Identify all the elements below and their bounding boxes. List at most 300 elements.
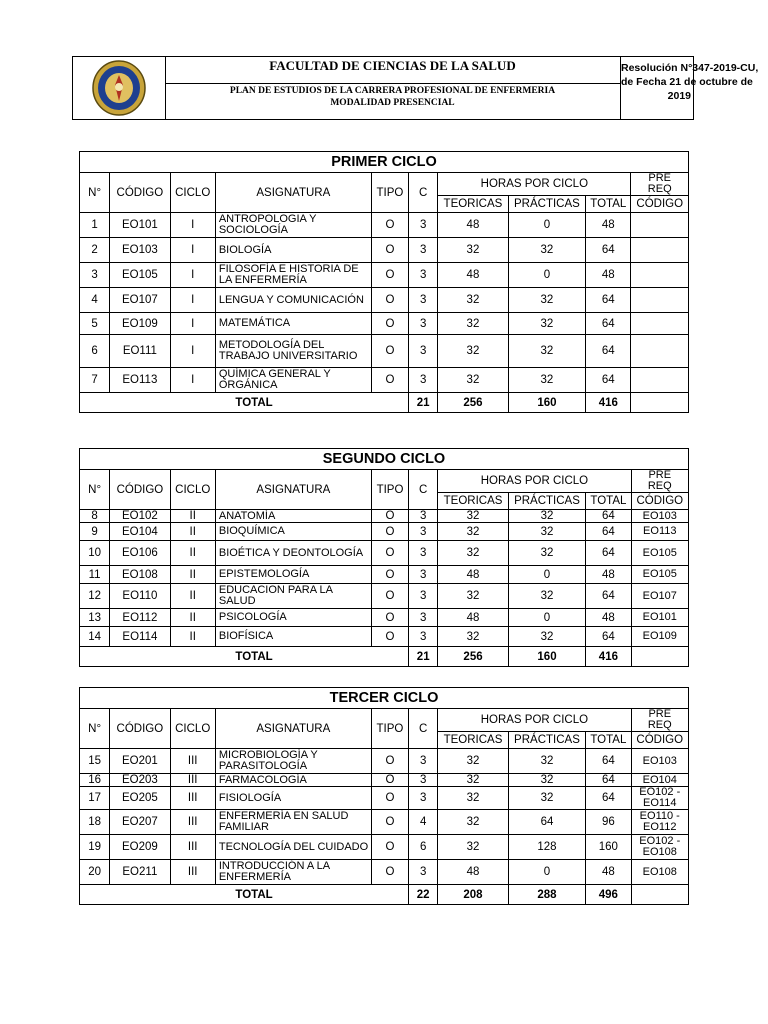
course-cycle: II: [170, 609, 215, 627]
course-cycle: II: [170, 566, 215, 584]
course-credits: 3: [409, 523, 438, 541]
course-name: ENFERMERÍA EN SALUD FAMILIAR: [215, 810, 371, 835]
total-total-hours: 416: [586, 393, 631, 413]
course-practice-hours: 32: [508, 335, 585, 368]
course-row: [80, 810, 689, 835]
course-type: O: [371, 749, 408, 774]
col-asignatura: ASIGNATURA: [215, 470, 371, 510]
course-credits: 3: [409, 774, 438, 787]
total-label: TOTAL: [80, 393, 409, 413]
col-total: TOTAL: [586, 732, 631, 749]
course-theory-hours: 32: [438, 288, 508, 313]
course-number: 12: [80, 584, 110, 609]
course-code: EO110: [110, 584, 170, 609]
header-row: [80, 173, 689, 196]
course-credits: 3: [409, 609, 438, 627]
course-practice-hours: 32: [508, 541, 586, 566]
course-credits: 3: [409, 510, 438, 523]
total-row: [80, 647, 689, 667]
course-row: [80, 566, 689, 584]
course-total-hours: 64: [586, 749, 631, 774]
course-type: O: [371, 368, 408, 393]
col-prereq-codigo: CÓDIGO: [631, 732, 689, 749]
total-empty-cell: [631, 885, 689, 905]
course-row: [80, 787, 689, 810]
total-theory-hours: 208: [438, 885, 508, 905]
course-total-hours: 64: [586, 335, 631, 368]
course-code: EO205: [110, 787, 170, 810]
cycle-title: PRIMER CICLO: [80, 152, 689, 173]
course-number: 10: [80, 541, 110, 566]
course-credits: 3: [409, 238, 438, 263]
course-number: 15: [80, 749, 110, 774]
faculty-title: FACULTAD DE CIENCIAS DE LA SALUD: [165, 57, 620, 84]
header-row: [80, 470, 689, 493]
course-cycle: III: [170, 810, 215, 835]
course-code: EO112: [110, 609, 170, 627]
course-theory-hours: 32: [438, 627, 508, 647]
course-type: O: [371, 213, 408, 238]
course-cycle: II: [170, 541, 215, 566]
course-number: 11: [80, 566, 110, 584]
course-code: EO102: [110, 510, 170, 523]
course-number: 9: [80, 523, 110, 541]
course-row: [80, 313, 689, 335]
course-number: 17: [80, 787, 110, 810]
course-prerequisite: EO107: [631, 584, 688, 609]
course-total-hours: 64: [586, 368, 631, 393]
course-cycle: III: [170, 835, 215, 860]
plan-title: [165, 85, 620, 109]
total-practice-hours: 160: [508, 647, 586, 667]
course-code: EO108: [110, 566, 170, 584]
col-teoricas: TEORICAS: [438, 732, 508, 749]
course-cycle: II: [170, 627, 215, 647]
course-credits: 3: [409, 584, 438, 609]
course-name: FARMACOLOGÍA: [215, 774, 371, 787]
course-code: EO114: [110, 627, 170, 647]
col-asignatura: ASIGNATURA: [215, 173, 371, 213]
course-prerequisite: EO113: [631, 523, 688, 541]
course-name: BIOLOGÍA: [215, 238, 371, 263]
plan-line-2: MODALIDAD PRESENCIAL: [330, 98, 455, 108]
logo-cell: [73, 57, 166, 119]
course-row: [80, 213, 689, 238]
col-practicas: PRÁCTICAS: [508, 196, 585, 213]
col-tipo: TIPO: [371, 470, 408, 510]
total-total-hours: 496: [586, 885, 631, 905]
course-prerequisite: [631, 313, 689, 335]
course-theory-hours: 48: [438, 609, 508, 627]
course-theory-hours: 32: [438, 313, 508, 335]
course-practice-hours: 32: [508, 523, 586, 541]
course-cycle: III: [170, 774, 215, 787]
total-row: [80, 393, 689, 413]
course-row: [80, 368, 689, 393]
course-credits: 3: [409, 787, 438, 810]
course-credits: 3: [409, 313, 438, 335]
col-codigo: CÓDIGO: [110, 173, 170, 213]
course-total-hours: 64: [586, 541, 631, 566]
course-cycle: III: [170, 787, 215, 810]
course-prerequisite: [631, 335, 689, 368]
course-credits: 3: [409, 263, 438, 288]
course-prerequisite: [631, 368, 689, 393]
col-horas: HORAS POR CICLO: [438, 470, 631, 493]
course-cycle: I: [170, 263, 215, 288]
course-name: INTRODUCCIÓN A LA ENFERMERÍA: [215, 860, 371, 885]
course-name: MATEMÁTICA: [215, 313, 371, 335]
document-header: [72, 56, 759, 120]
course-practice-hours: 0: [508, 566, 586, 584]
resolution-line-1: Resolución N°347-2019-CU,: [621, 62, 759, 74]
header-center: [165, 57, 621, 119]
course-credits: 3: [409, 335, 438, 368]
course-name: PSICOLOGÍA: [215, 609, 371, 627]
col-prereq: PRE REQ: [631, 173, 689, 196]
cycle-title: SEGUNDO CICLO: [80, 449, 689, 470]
course-prerequisite: EO103: [631, 510, 688, 523]
course-credits: 3: [409, 566, 438, 584]
col-n: N°: [80, 709, 110, 749]
course-practice-hours: 0: [508, 263, 585, 288]
course-type: O: [371, 523, 408, 541]
col-asignatura: ASIGNATURA: [215, 709, 371, 749]
course-code: EO105: [110, 263, 170, 288]
course-cycle: II: [170, 584, 215, 609]
course-practice-hours: 32: [508, 288, 585, 313]
course-theory-hours: 32: [438, 523, 508, 541]
course-practice-hours: 128: [508, 835, 586, 860]
course-number: 20: [80, 860, 110, 885]
course-cycle: I: [170, 213, 215, 238]
course-number: 2: [80, 238, 110, 263]
course-practice-hours: 32: [508, 368, 585, 393]
course-credits: 3: [409, 860, 438, 885]
course-code: EO106: [110, 541, 170, 566]
course-practice-hours: 0: [508, 609, 586, 627]
total-practice-hours: 288: [508, 885, 586, 905]
course-type: O: [371, 774, 408, 787]
course-type: O: [371, 860, 408, 885]
course-credits: 3: [409, 749, 438, 774]
course-theory-hours: 48: [438, 860, 508, 885]
col-ciclo: CICLO: [170, 470, 215, 510]
course-total-hours: 64: [586, 774, 631, 787]
course-row: [80, 238, 689, 263]
col-total: TOTAL: [586, 493, 631, 510]
col-teoricas: TEORICAS: [438, 196, 508, 213]
course-credits: 3: [409, 288, 438, 313]
course-credits: 3: [409, 541, 438, 566]
course-type: O: [371, 238, 408, 263]
course-name: TECNOLOGÍA DEL CUIDADO: [215, 835, 371, 860]
col-codigo: CÓDIGO: [110, 709, 170, 749]
course-total-hours: 64: [586, 627, 631, 647]
course-code: EO203: [110, 774, 170, 787]
course-practice-hours: 32: [508, 787, 586, 810]
course-credits: 4: [409, 810, 438, 835]
course-practice-hours: 32: [508, 774, 586, 787]
course-prerequisite: [631, 263, 689, 288]
course-row: [80, 288, 689, 313]
course-number: 5: [80, 313, 110, 335]
course-practice-hours: 64: [508, 810, 586, 835]
course-prerequisite: [631, 288, 689, 313]
col-prereq-codigo: CÓDIGO: [631, 493, 688, 510]
course-type: O: [371, 810, 408, 835]
course-practice-hours: 32: [508, 749, 586, 774]
course-type: O: [371, 510, 408, 523]
course-prerequisite: EO104: [631, 774, 689, 787]
course-theory-hours: 32: [438, 238, 508, 263]
cycle-table: [79, 687, 689, 905]
course-name: FISIOLOGÍA: [215, 787, 371, 810]
course-practice-hours: 32: [508, 627, 586, 647]
course-number: 16: [80, 774, 110, 787]
course-row: [80, 335, 689, 368]
course-cycle: I: [170, 288, 215, 313]
course-cycle: I: [170, 335, 215, 368]
total-empty-cell: [631, 393, 689, 413]
total-label: TOTAL: [80, 885, 409, 905]
course-code: EO211: [110, 860, 170, 885]
course-total-hours: 64: [586, 787, 631, 810]
total-theory-hours: 256: [438, 647, 508, 667]
resolution-text: [621, 57, 759, 119]
total-row: [80, 885, 689, 905]
course-prerequisite: EO108: [631, 860, 689, 885]
course-prerequisite: [631, 238, 689, 263]
course-number: 8: [80, 510, 110, 523]
plan-line-1: PLAN DE ESTUDIOS DE LA CARRERA PROFESIONAL DE ENFERMERIA: [229, 86, 556, 96]
course-code: EO207: [110, 810, 170, 835]
cycle-title: TERCER CICLO: [80, 688, 689, 709]
cycle-table: [79, 448, 689, 667]
col-ciclo: CICLO: [170, 709, 215, 749]
course-prerequisite: EO105: [631, 541, 688, 566]
course-credits: 3: [409, 368, 438, 393]
course-theory-hours: 48: [438, 213, 508, 238]
course-name: QUÍMICA GENERAL Y ORGÁNICA: [215, 368, 371, 393]
course-name: LENGUA Y COMUNICACIÓN: [215, 288, 371, 313]
course-credits: 6: [409, 835, 438, 860]
total-label: TOTAL: [80, 647, 409, 667]
course-row: [80, 860, 689, 885]
course-prerequisite: EO105: [631, 566, 688, 584]
course-cycle: II: [170, 510, 215, 523]
course-row: [80, 627, 689, 647]
col-ciclo: CICLO: [170, 173, 215, 213]
total-empty-cell: [631, 647, 688, 667]
course-total-hours: 64: [586, 288, 631, 313]
course-practice-hours: 32: [508, 510, 586, 523]
course-total-hours: 160: [586, 835, 631, 860]
col-prereq-codigo: CÓDIGO: [631, 196, 689, 213]
cycle-table: [79, 151, 689, 413]
course-row: [80, 523, 689, 541]
course-name: BIOFÍSICA: [215, 627, 371, 647]
course-type: O: [371, 835, 408, 860]
col-tipo: TIPO: [371, 173, 408, 213]
course-cycle: I: [170, 238, 215, 263]
course-prerequisite: EO110 - EO112: [631, 810, 689, 835]
course-name: FILOSOFÍA E HISTORIA DE LA ENFERMERÍA: [215, 263, 371, 288]
col-tipo: TIPO: [371, 709, 408, 749]
course-code: EO201: [110, 749, 170, 774]
course-number: 6: [80, 335, 110, 368]
course-type: O: [371, 313, 408, 335]
course-total-hours: 48: [586, 213, 631, 238]
total-practice-hours: 160: [508, 393, 585, 413]
col-c: C: [409, 173, 438, 213]
col-prereq: PRE REQ: [631, 470, 688, 493]
course-cycle: I: [170, 368, 215, 393]
course-total-hours: 64: [586, 584, 631, 609]
course-prerequisite: EO103: [631, 749, 689, 774]
col-c: C: [409, 470, 438, 510]
course-type: O: [371, 584, 408, 609]
col-n: N°: [80, 173, 110, 213]
course-theory-hours: 32: [438, 835, 508, 860]
course-practice-hours: 32: [508, 584, 586, 609]
course-prerequisite: EO102 - EO114: [631, 787, 689, 810]
header-row: [80, 709, 689, 732]
course-number: 3: [80, 263, 110, 288]
course-type: O: [371, 566, 408, 584]
course-code: EO103: [110, 238, 170, 263]
col-practicas: PRÁCTICAS: [508, 493, 586, 510]
course-row: [80, 510, 689, 523]
course-cycle: III: [170, 749, 215, 774]
course-cycle: III: [170, 860, 215, 885]
total-theory-hours: 256: [438, 393, 508, 413]
course-total-hours: 64: [586, 523, 631, 541]
course-cycle: II: [170, 523, 215, 541]
university-seal-icon: [73, 57, 165, 119]
cycle-title-row: [80, 688, 689, 709]
course-total-hours: 64: [586, 238, 631, 263]
course-theory-hours: 32: [438, 510, 508, 523]
course-theory-hours: 48: [438, 263, 508, 288]
course-number: 18: [80, 810, 110, 835]
course-name: BIOÉTICA Y DEONTOLOGÍA: [215, 541, 371, 566]
course-number: 19: [80, 835, 110, 860]
cycle-title-row: [80, 449, 689, 470]
course-row: [80, 584, 689, 609]
col-n: N°: [80, 470, 110, 510]
course-practice-hours: 0: [508, 213, 585, 238]
course-credits: 3: [409, 213, 438, 238]
course-number: 1: [80, 213, 110, 238]
col-c: C: [409, 709, 438, 749]
course-credits: 3: [409, 627, 438, 647]
course-theory-hours: 32: [438, 368, 508, 393]
course-total-hours: 64: [586, 313, 631, 335]
course-practice-hours: 32: [508, 313, 585, 335]
course-name: METODOLOGÍA DEL TRABAJO UNIVERSITARIO: [215, 335, 371, 368]
course-theory-hours: 32: [438, 335, 508, 368]
course-type: O: [371, 288, 408, 313]
course-number: 13: [80, 609, 110, 627]
course-theory-hours: 32: [438, 787, 508, 810]
course-type: O: [371, 787, 408, 810]
course-name: EDUCACION PARA LA SALUD: [215, 584, 371, 609]
course-total-hours: 48: [586, 566, 631, 584]
course-number: 7: [80, 368, 110, 393]
course-row: [80, 774, 689, 787]
course-type: O: [371, 541, 408, 566]
course-row: [80, 609, 689, 627]
course-theory-hours: 32: [438, 749, 508, 774]
course-theory-hours: 48: [438, 566, 508, 584]
cycle-title-row: [80, 152, 689, 173]
course-type: O: [371, 627, 408, 647]
course-name: EPISTEMOLOGÍA: [215, 566, 371, 584]
course-total-hours: 48: [586, 860, 631, 885]
course-total-hours: 48: [586, 609, 631, 627]
course-code: EO113: [110, 368, 170, 393]
course-name: BIOQUÍMICA: [215, 523, 371, 541]
col-prereq: PRE REQ: [631, 709, 689, 732]
course-code: EO111: [110, 335, 170, 368]
course-prerequisite: EO102 - EO108: [631, 835, 689, 860]
course-practice-hours: 0: [508, 860, 586, 885]
course-theory-hours: 32: [438, 810, 508, 835]
course-cycle: I: [170, 313, 215, 335]
col-teoricas: TEORICAS: [438, 493, 508, 510]
course-type: O: [371, 609, 408, 627]
course-code: EO107: [110, 288, 170, 313]
course-code: EO109: [110, 313, 170, 335]
course-name: ANTROPOLOGIA Y SOCIOLOGÍA: [215, 213, 371, 238]
course-code: EO209: [110, 835, 170, 860]
total-credits: 21: [409, 647, 438, 667]
col-codigo: CÓDIGO: [110, 470, 170, 510]
course-row: [80, 263, 689, 288]
course-code: EO104: [110, 523, 170, 541]
course-number: 4: [80, 288, 110, 313]
course-theory-hours: 32: [438, 584, 508, 609]
col-total: TOTAL: [586, 196, 631, 213]
course-total-hours: 64: [586, 510, 631, 523]
course-practice-hours: 32: [508, 238, 585, 263]
course-number: 14: [80, 627, 110, 647]
total-total-hours: 416: [586, 647, 631, 667]
course-row: [80, 835, 689, 860]
course-total-hours: 96: [586, 810, 631, 835]
course-row: [80, 541, 689, 566]
course-row: [80, 749, 689, 774]
course-name: ANATOMÍA: [215, 510, 371, 523]
resolution-line-2: de Fecha 21 de octubre de: [621, 76, 753, 88]
total-credits: 21: [409, 393, 438, 413]
course-name: MICROBIOLOGÍA Y PARASITOLOGÍA: [215, 749, 371, 774]
total-credits: 22: [409, 885, 438, 905]
course-prerequisite: [631, 213, 689, 238]
col-horas: HORAS POR CICLO: [438, 173, 631, 196]
course-type: O: [371, 263, 408, 288]
course-code: EO101: [110, 213, 170, 238]
col-horas: HORAS POR CICLO: [438, 709, 631, 732]
course-prerequisite: EO101: [631, 609, 688, 627]
col-practicas: PRÁCTICAS: [508, 732, 586, 749]
resolution-line-3: 2019: [667, 90, 691, 102]
course-total-hours: 48: [586, 263, 631, 288]
course-theory-hours: 32: [438, 541, 508, 566]
course-type: O: [371, 335, 408, 368]
course-theory-hours: 32: [438, 774, 508, 787]
